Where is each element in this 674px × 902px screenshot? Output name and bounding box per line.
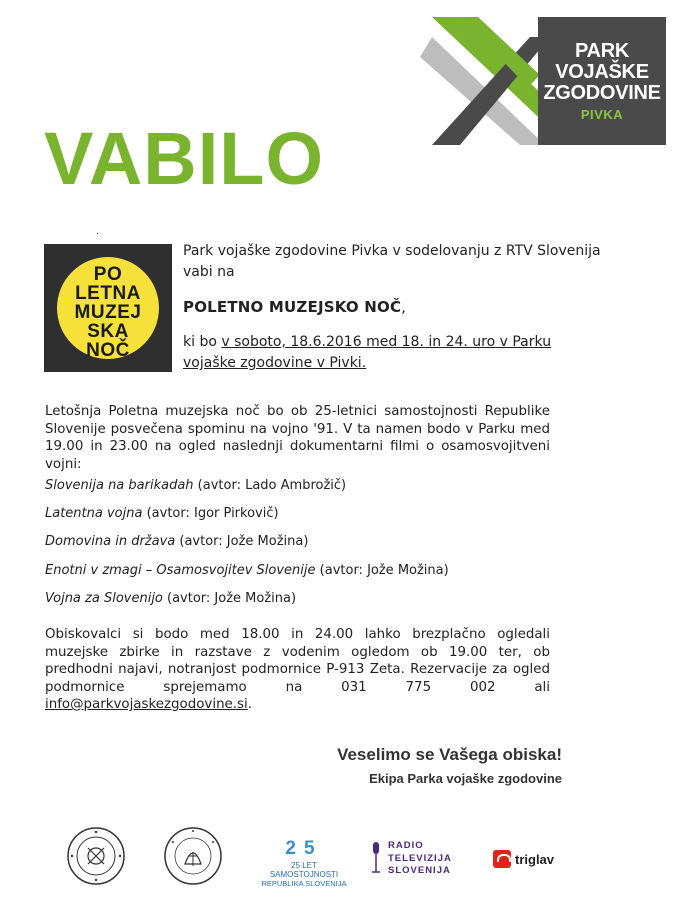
closing [337, 745, 562, 786]
anniversary-logo [258, 838, 350, 888]
film-author: (avtor: Igor Pirkovič) [142, 506, 279, 521]
event-title: POLETNO MUZEJSKO NOČ [183, 298, 402, 316]
event-comma: , [401, 298, 407, 316]
list-item [45, 563, 449, 578]
film-title: Enotni v zmagi – Osamosvojitev Slovenije [45, 563, 316, 578]
film-author: (avtor: Jože Možina) [162, 591, 297, 606]
event-date-line-1: v soboto, 18.6.2016 med 18. in 24. uro v Parku [221, 334, 552, 350]
anniversary-number: 25 [285, 838, 323, 859]
intro-line-2: vabi na [183, 264, 235, 280]
page-title: VABILO [44, 117, 325, 200]
closing-signature: Ekipa Parka vojaške zgodovine [369, 771, 562, 786]
film-author: (avtor: Lado Ambrožič) [193, 478, 347, 493]
decorative-dot: . [96, 226, 100, 237]
badge-text [44, 265, 172, 360]
event-when [183, 332, 603, 353]
triglav-logo [493, 850, 554, 868]
logo-line-2: VOJAŠKE [555, 60, 649, 83]
rtv-line-2: TELEVIZIJA [388, 852, 452, 864]
film-title: Domovina in država [45, 534, 176, 549]
event-when-2 [183, 353, 603, 374]
museum-night-badge [44, 244, 172, 372]
rtv-line-3: SLOVENIJA [388, 865, 451, 876]
film-author: (avtor: Jože Možina) [315, 563, 449, 578]
triglav-name: triglav [515, 851, 555, 867]
event-when-prefix: ki bo [183, 334, 222, 350]
intro-line-1: Park vojaške zgodovine Pivka v sodelovanju z RTV Slovenija [183, 243, 601, 259]
list-item [45, 591, 296, 606]
closing-greeting: Veselimo se Vašega obiska! [337, 745, 562, 764]
association-seal-icon [66, 826, 126, 886]
badge-line: MUZEJ [74, 302, 142, 323]
triglav-mountain-icon [493, 850, 511, 868]
body-paragraph-2 [45, 626, 550, 714]
logo-line-3: ZGODOVINE [543, 81, 661, 104]
body-paragraph-1: Letošnja Poletna muzejska noč bo ob 25-letnici samostojnosti Republike Slovenije posvečena spominu na vojno '91. V ta namen bodo v Parku med 19.00 in 23.00 na ogled naslednji dokumentarni filmi o osamosvojitveni vojni: [45, 404, 550, 472]
film-title: Latentna vojna [45, 506, 143, 521]
rtv-logo [370, 840, 452, 878]
email-link[interactable]: info@parkvojaskezgodovine.si [45, 697, 248, 712]
invitation-intro [183, 241, 603, 374]
logo-subtitle: PIVKA [580, 106, 624, 122]
badge-line: LETNA [75, 283, 141, 304]
body-paragraph-2-text: Obiskovalci si bodo med 18.00 in 24.00 lahko brezplačno ogledali muzejske zbirke in razstave z vodenim ogledom ob 19.00 ter, ob predhodni najavi, notranjost podmornice P-913 Zeta. Rezervacije za ogled podmornice sprejemamo na 031 775 002 ali [45, 627, 550, 695]
logo-line-1: PARK [575, 39, 629, 62]
badge-line: SKA [87, 321, 129, 342]
microphone-icon [370, 842, 382, 876]
film-title: Vojna za Slovenijo [45, 591, 163, 606]
event-date-line-2: vojaške zgodovine v Pivki. [183, 355, 367, 371]
badge-line: NOČ [86, 340, 130, 361]
badge-line: PO [93, 264, 123, 285]
film-author: (avtor: Jože Možina) [175, 534, 309, 549]
park-logo [538, 17, 666, 145]
anniversary-line-2: REPUBLIKA SLOVENIJA [261, 879, 347, 888]
list-item [45, 478, 346, 493]
anniversary-line-1: 25 LET SAMOSTOJNOSTI [269, 861, 339, 879]
rtv-line-1: RADIO [388, 840, 424, 851]
list-item [45, 534, 308, 549]
friends-society-seal-icon [163, 826, 223, 886]
list-item [45, 506, 279, 521]
film-title: Slovenija na barikadah [45, 478, 194, 493]
event-name [183, 297, 603, 318]
body-paragraph-2-end: . [247, 697, 253, 712]
